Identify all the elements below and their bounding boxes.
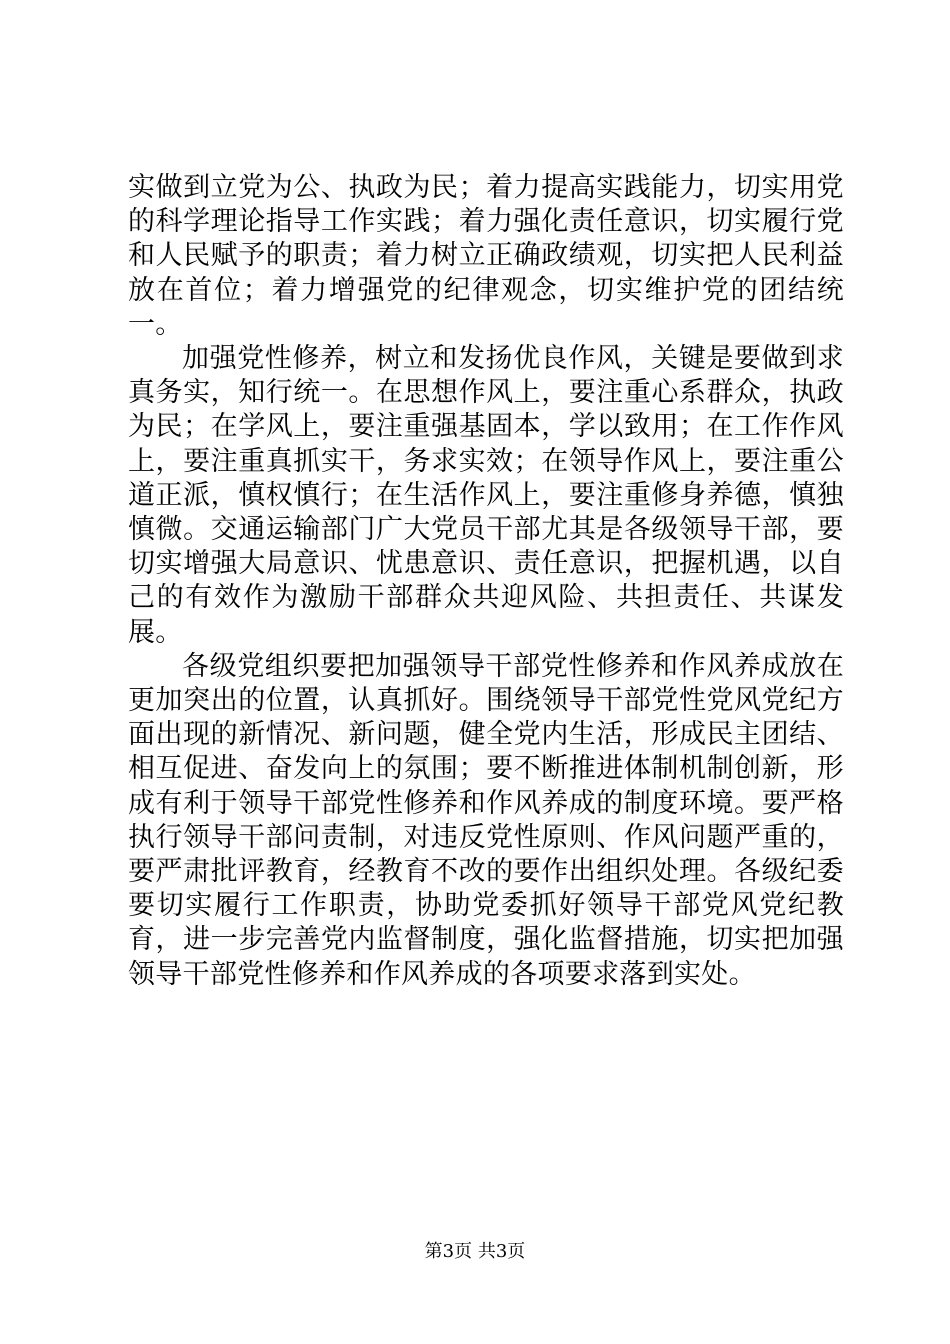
paragraph-party-organizations: 各级党组织要把加强领导干部党性修养和作风养成放在更加突出的位置，认真抓好。围绕领导干部党性党风党纪方面出现的新情况、新问题，健全党内生活，形成民主团结、相互促进、奋发向上的氛围；要不断推进体制机制创新，形成有利于领导干部党性修养和作风养成的制度环境。要严格执行领导干部问责制，对违反党性原则、作风问题严重的，要严肃批评教育，经教育不改的要作出组织处理。各级纪委要切实履行工作职责，协助党委抓好领导干部党风党纪教育，进一步完善党内监督制度，强化监督措施，切实把加强领导干部党性修养和作风养成的各项要求落到实处。 xyxy=(128,650,844,990)
page-number-footer: 第3页 共3页 xyxy=(424,1241,526,1262)
document-body xyxy=(128,171,844,992)
paragraph-work-style: 加强党性修养，树立和发扬优良作风，关键是要做到求真务实，知行统一。在思想作风上，要注重心系群众，执政为民；在学风上，要注重强基固本，学以致用；在工作作风上，要注重真抓实干，务求实效；在领导作风上，要注重公道正派，慎权慎行；在生活作风上，要注重修身养德，慎独慎微。交通运输部门广大党员干部尤其是各级领导干部，要切实增强大局意识、忧患意识、责任意识，把握机遇，以自己的有效作为激励干部群众共迎风险、共担责任、共谋发展。 xyxy=(128,343,844,648)
paragraph-continuation: 实做到立党为公、执政为民；着力提高实践能力，切实用党的科学理论指导工作实践；着力强化责任意识，切实履行党和人民赋予的职责；着力树立正确政绩观，切实把人民利益放在首位；着力增强党的纪律观念，切实维护党的团结统一。 xyxy=(128,172,844,340)
